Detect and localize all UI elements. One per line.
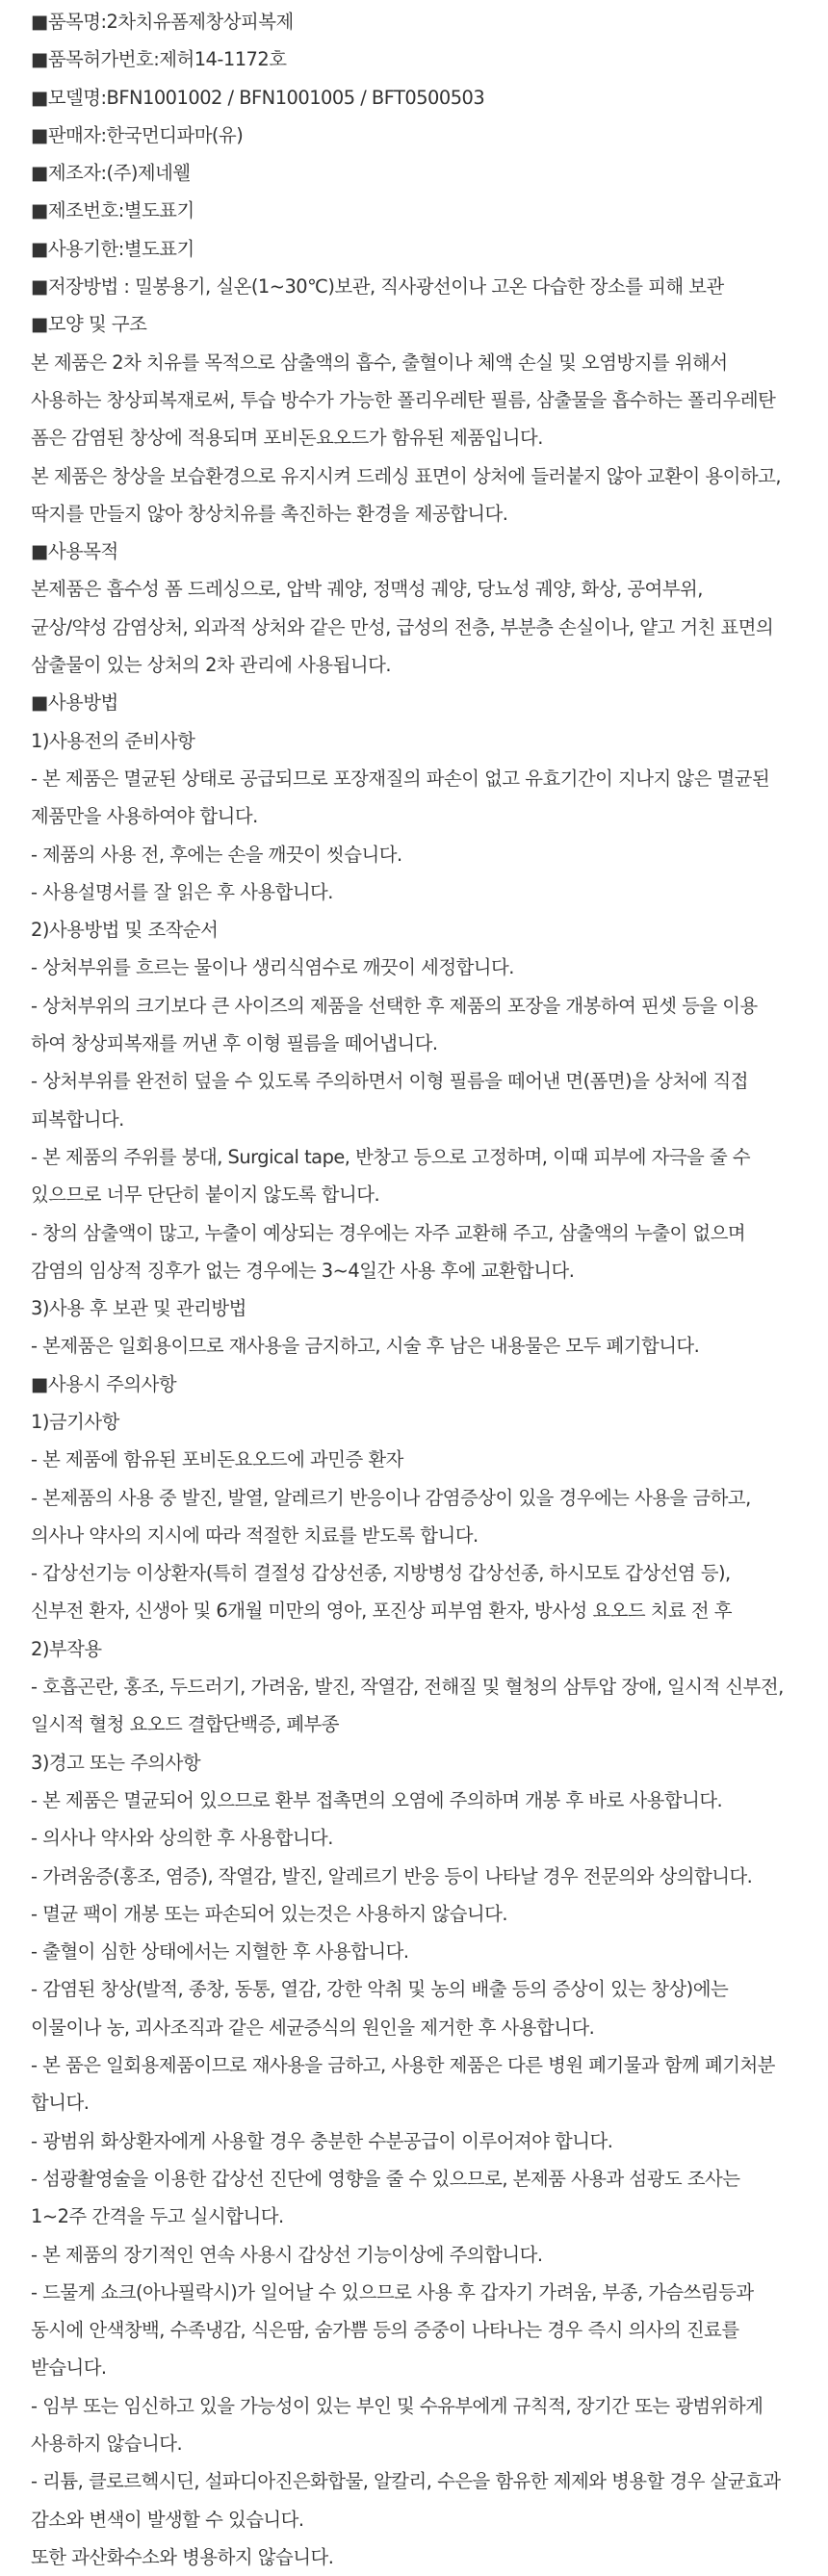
text-line: - 출혈이 심한 상태에서는 지혈한 후 사용합니다. (31, 1940, 409, 1964)
text-line: 삼출물이 있는 상처의 2차 관리에 사용됩니다. (31, 654, 391, 677)
text-line: ■판매자:한국먼디파마(유) (31, 123, 244, 146)
text-line: ■제조번호:별도표기 (31, 199, 194, 222)
text-line: ■사용시 주의사항 (31, 1372, 177, 1395)
text-line: 의사나 약사의 지시에 따라 적절한 치료를 받도록 합니다. (31, 1523, 479, 1547)
text-line: 균상/약성 감염상처, 외과적 상처와 같은 만성, 급성의 전층, 부분층 손실이나, 얕고 거친 표면의 (31, 615, 774, 638)
text-line: 사용하지 않습니다. (31, 2433, 183, 2455)
text-line: 또한 과산화수소와 병용하지 않습니다. (31, 2545, 334, 2568)
text-line: - 상처부위를 흐르는 물이나 생리식염수로 깨끗이 세정합니다. (31, 956, 514, 979)
text-line: 2)사용방법 및 조작순서 (31, 919, 219, 942)
text-line: - 갑상선기능 이상환자(특히 결절성 갑상선종, 지방병성 갑상선종, 하시모토 갑상선염 등), (31, 1562, 731, 1585)
text-line: 2)부작용 (31, 1637, 102, 1660)
text-line: - 본 제품은 멸균되어 있으므로 환부 접촉면의 오염에 주의하며 개봉 후 바로 사용합니다. (31, 1788, 723, 1811)
text-line: 제품만을 사용하여야 합니다. (31, 805, 258, 828)
text-line: ■품목허가번호:제허14-1172호 (31, 48, 287, 71)
text-line: 3)사용 후 보관 및 관리방법 (31, 1297, 246, 1320)
text-line: 본제품은 흡수성 폼 드레싱으로, 압박 궤양, 정맥성 궤양, 당뇨성 궤양, 화상, 공여부위, (31, 578, 703, 601)
text-line: ■사용목적 (31, 540, 118, 563)
text-line: 감소와 변색이 발생할 수 있습니다. (31, 2508, 304, 2531)
text-line: ■모양 및 구조 (31, 313, 147, 336)
text-line: 하여 창상피복재를 꺼낸 후 이형 필름을 떼어냅니다. (31, 1032, 438, 1055)
text-line: - 광범위 화상환자에게 사용할 경우 충분한 수분공급이 이루어져야 합니다. (31, 2129, 613, 2152)
text-line: ■사용방법 (31, 691, 118, 715)
text-line: - 본제품의 사용 중 발진, 발열, 알레르기 반응이나 감염증상이 있을 경우에는 사용을 금하고, (31, 1486, 751, 1509)
text-line: 폼은 감염된 창상에 적용되며 포비돈요오드가 함유된 제품입니다. (31, 427, 543, 450)
text-line: ■제조자:(주)제네웰 (31, 162, 191, 185)
text-line: 3)경고 또는 주의사항 (31, 1751, 201, 1774)
text-line: - 의사나 약사와 상의한 후 사용합니다. (31, 1827, 333, 1850)
text-line: ■모델명:BFN1001002 / BFN1001005 / BFT0500503 (31, 86, 485, 109)
text-line: 받습니다. (31, 2356, 107, 2380)
text-line: - 본 품은 일회용제품이므로 재사용을 금하고, 사용한 제품은 다른 병원 폐기물과 함께 폐기처분 (31, 2054, 775, 2077)
text-line: 본 제품은 2차 치유를 목적으로 삼출액의 흡수, 출혈이나 체액 손실 및 오염방지를 위해서 (31, 351, 728, 374)
text-line: - 제품의 사용 전, 후에는 손을 깨끗이 씻습니다. (31, 843, 402, 866)
text-line: - 사용설명서를 잘 읽은 후 사용합니다. (31, 880, 333, 903)
text-line: 동시에 안색창백, 수족냉감, 식은땀, 숨가쁨 등의 증중이 나타나는 경우 즉시 의사의 진료를 (31, 2319, 739, 2342)
text-line: 신부전 환자, 신생아 및 6개월 미만의 영아, 포진상 피부염 환자, 방사성 요오드 치료 전 후 (31, 1600, 732, 1623)
text-line: - 리튬, 클로르헥시딘, 설파디아진은화합물, 알칼리, 수은을 함유한 제제와 병용할 경우 살균효과 (31, 2470, 781, 2493)
text-line: - 본 제품에 함유된 포비돈요오드에 과민증 환자 (31, 1448, 403, 1471)
text-line: ■사용기한:별도표기 (31, 237, 194, 260)
text-line: 감염의 임상적 징후가 없는 경우에는 3~4일간 사용 후에 교환합니다. (31, 1259, 575, 1282)
text-line: 본 제품은 창상을 보습환경으로 유지시켜 드레싱 표면이 상처에 들러붙지 않아 교환이 용이하고, (31, 464, 781, 487)
text-line: 딱지를 만들지 않아 창상치유를 촉진하는 환경을 제공합니다. (31, 502, 508, 525)
text-line: - 본 제품의 주위를 붕대, Surgical tape, 반창고 등으로 고정하며, 이때 피부에 자극을 줄 수 (31, 1145, 751, 1168)
text-line: - 상처부위의 크기보다 큰 사이즈의 제품을 선택한 후 제품의 포장을 개봉하여 핀셋 등을 이용 (31, 994, 758, 1017)
text-line: - 창의 삼출액이 많고, 누출이 예상되는 경우에는 자주 교환해 주고, 삼출액의 누출이 없으며 (31, 1221, 746, 1244)
text-line: 이물이나 농, 괴사조직과 같은 세균증식의 원인을 제거한 후 사용합니다. (31, 2016, 595, 2039)
text-line: 피복합니다. (31, 1107, 124, 1131)
text-line: - 임부 또는 임신하고 있을 가능성이 있는 부인 및 수유부에게 규칙적, 장기간 또는 광범위하게 (31, 2394, 763, 2417)
text-line: 일시적 혈청 요오드 결합단백증, 폐부종 (31, 1713, 340, 1736)
text-line: 있으므로 너무 단단히 붙이지 않도록 합니다. (31, 1184, 380, 1207)
text-line: 1)사용전의 준비사항 (31, 729, 195, 752)
text-line: 1~2주 간격을 두고 실시합니다. (31, 2205, 284, 2228)
text-line: - 상처부위를 완전히 덮을 수 있도록 주의하면서 이형 필름을 떼어낸 면(폼면)을 상처에 직접 (31, 1070, 748, 1093)
text-line: - 본 제품은 멸균된 상태로 공급되므로 포장재질의 파손이 없고 유효기간이 지나지 않은 멸균된 (31, 767, 770, 790)
text-line: - 섬광촬영술을 이용한 갑상선 진단에 영향을 줄 수 있으므로, 본제품 사용과 섬광도 조사는 (31, 2167, 740, 2190)
text-line: 1)금기사항 (31, 1410, 119, 1433)
text-line: - 가려움증(홍조, 염증), 작열감, 발진, 알레르기 반응 등이 나타날 경우 전문의와 상의합니다. (31, 1864, 753, 1887)
text-line: - 본제품은 일회용이므로 재사용을 금지하고, 시술 후 남은 내용물은 모두 폐기합니다. (31, 1335, 700, 1358)
text-line: 사용하는 창상피복재로써, 투습 방수가 가능한 폴리우레탄 필름, 삼출물을 흡수하는 폴리우레탄 (31, 388, 776, 411)
text-line: - 본 제품의 장기적인 연속 사용시 갑상선 기능이상에 주의합니다. (31, 2243, 543, 2266)
text-line: - 호흡곤란, 홍조, 두드러기, 가려움, 발진, 작열감, 전해질 및 혈청의 삼투압 장애, 일시적 신부전, (31, 1676, 784, 1699)
text-line: ■품목명:2차치유폼제창상피복제 (31, 11, 294, 33)
text-line: - 드물게 쇼크(아나필락시)가 일어날 수 있으므로 사용 후 갑자기 가려움, 부종, 가슴쓰림등과 (31, 2280, 754, 2303)
text-line: - 감염된 창상(발적, 종창, 동통, 열감, 강한 악취 및 농의 배출 등의 증상이 있는 창상)에는 (31, 1978, 729, 2001)
text-line: ■저장방법 : 밀봉용기, 실온(1~30℃)보관, 직사광선이나 고온 다습한 장소를 피해 보관 (31, 275, 724, 299)
text-line: - 멸균 팩이 개봉 또는 파손되어 있는것은 사용하지 않습니다. (31, 1902, 508, 1925)
text-line: 합니다. (31, 2092, 90, 2115)
